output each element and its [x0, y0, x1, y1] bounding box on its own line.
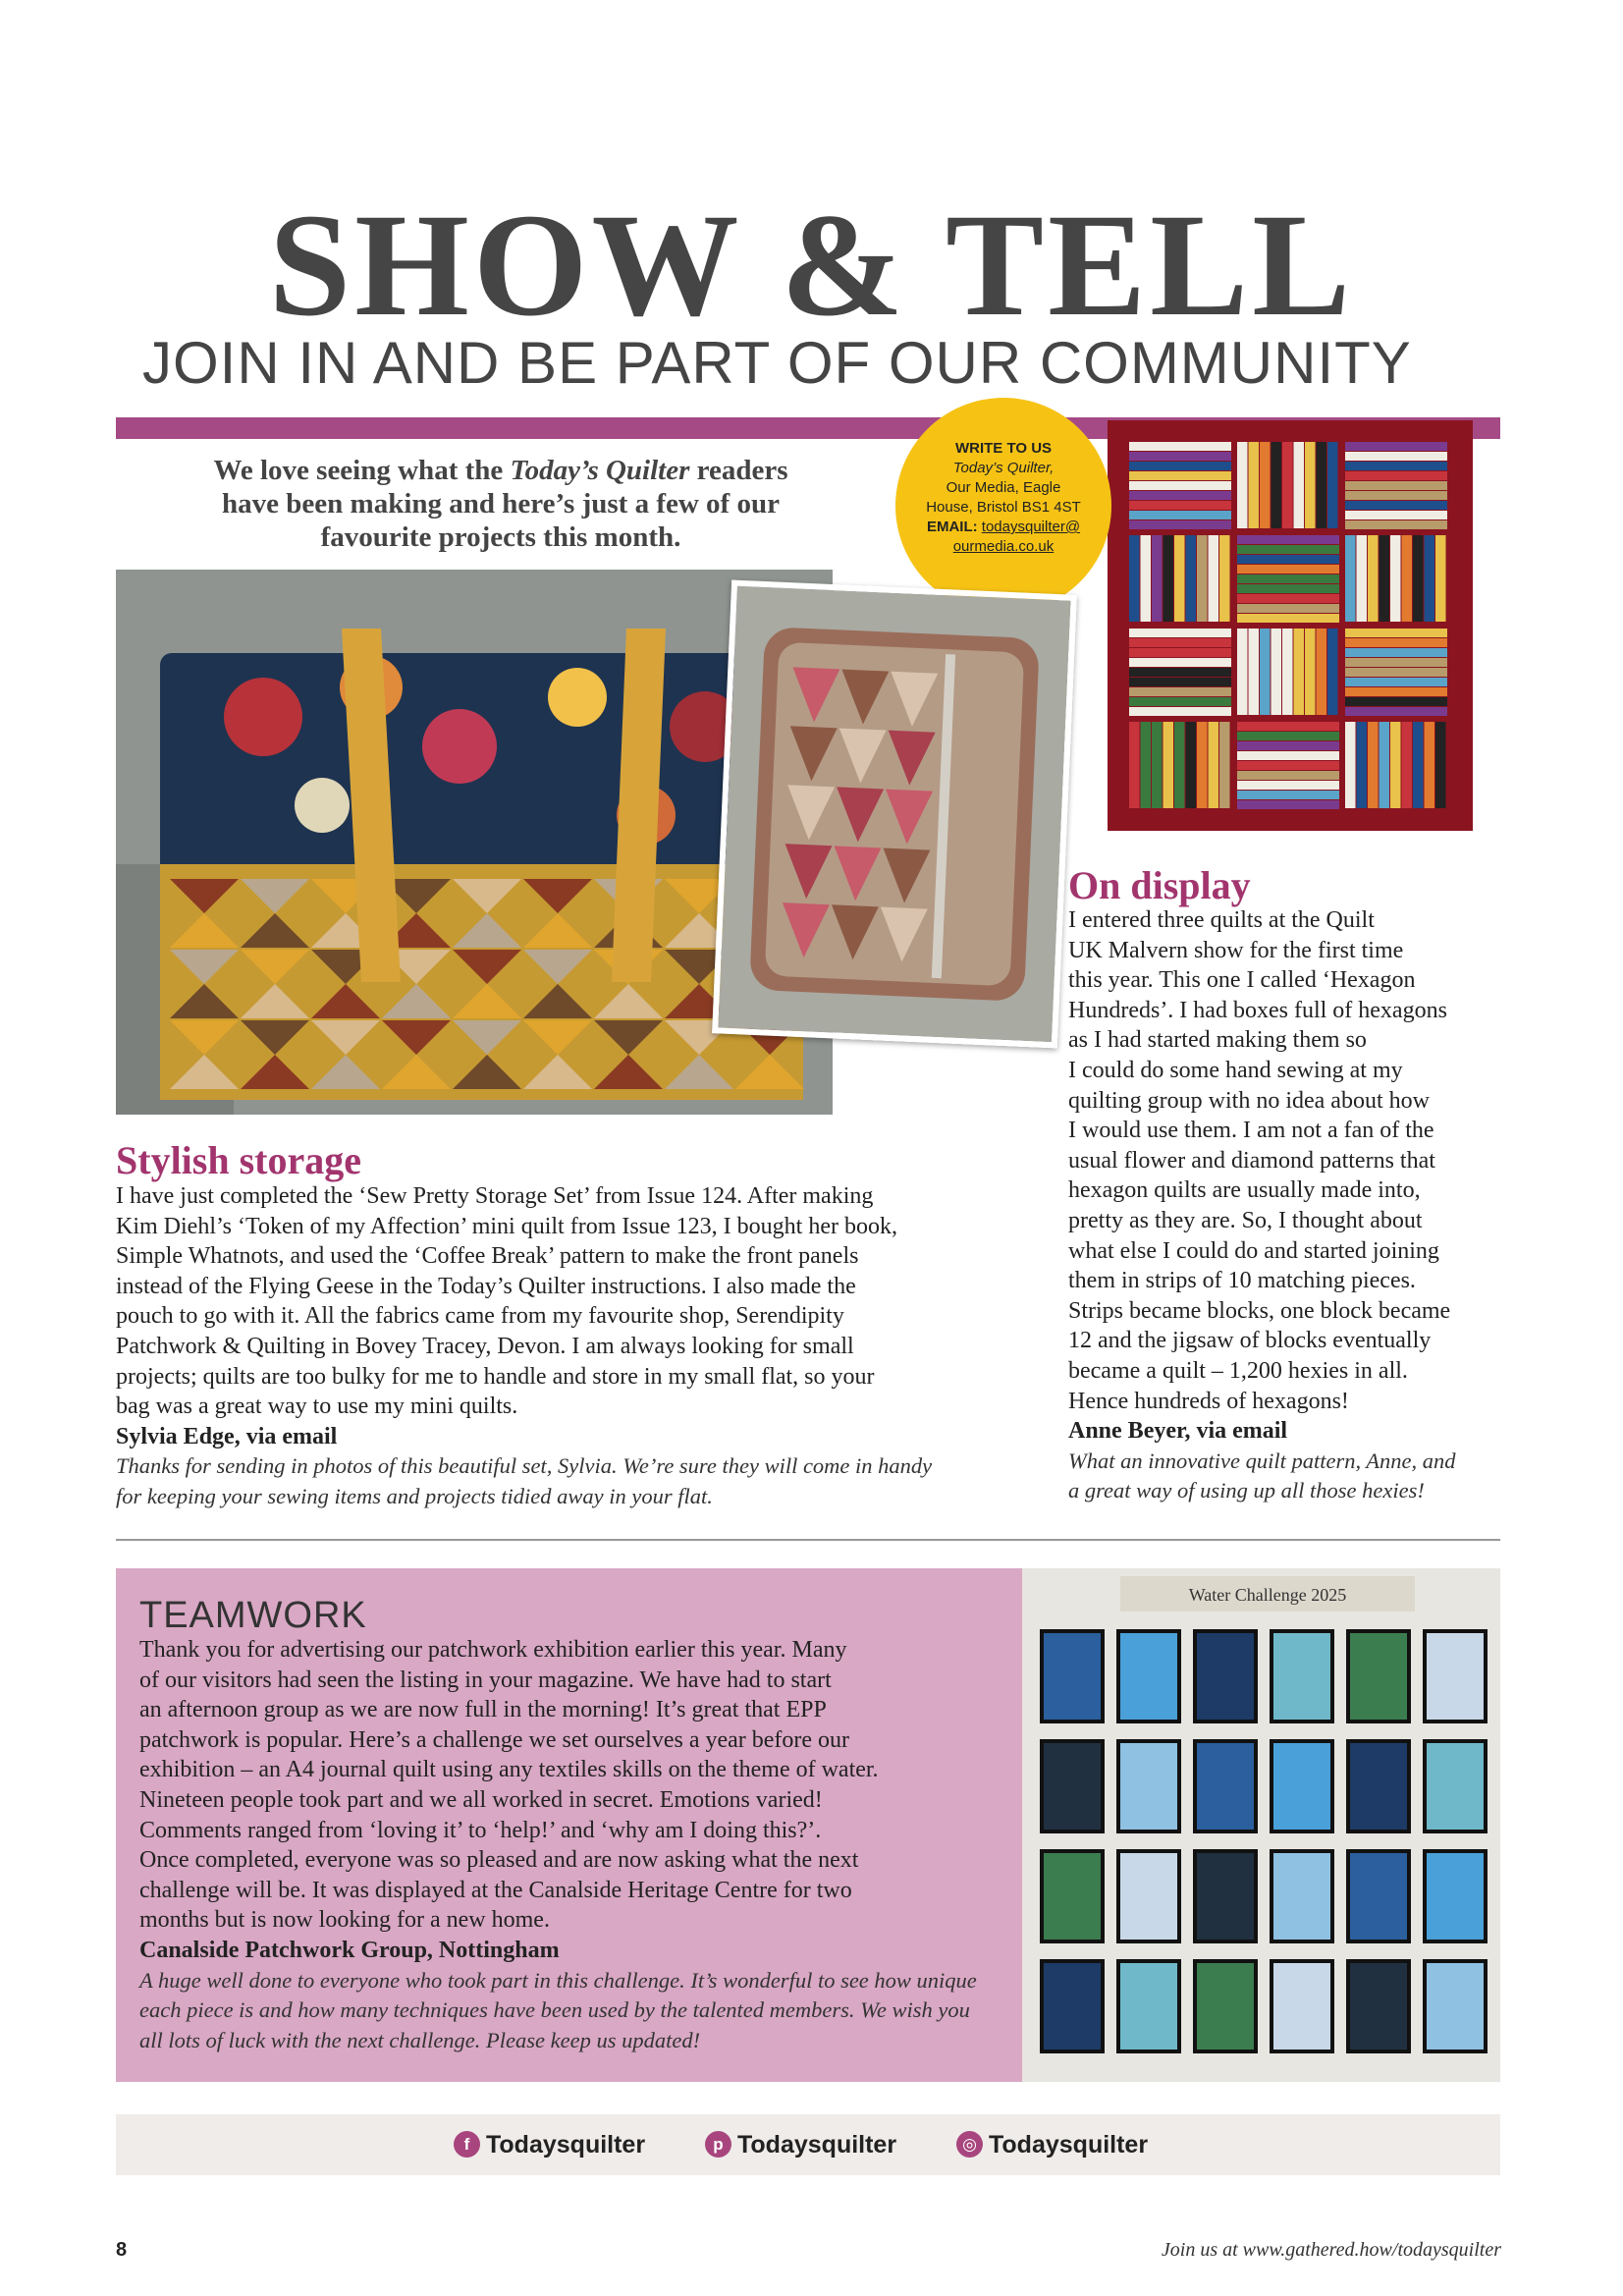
hexagon-quilt-photo [1108, 420, 1473, 831]
quilt-strip [1345, 501, 1447, 510]
quilt-strip [1327, 442, 1338, 528]
quilt-strip [1209, 722, 1219, 808]
journal-quilt [1273, 1633, 1330, 1720]
quilt-strip [1413, 722, 1424, 808]
quilt-strip [1345, 462, 1447, 470]
quilt-strip [1237, 584, 1339, 593]
quilt-strip [1174, 535, 1185, 622]
quilt-strip [1435, 535, 1446, 622]
journal-quilt [1273, 1963, 1330, 2050]
quilt-strip [1317, 442, 1327, 528]
page-subtitle: JOIN IN AND BE PART OF OUR COMMUNITY [142, 330, 1412, 396]
journal-quilt [1273, 1743, 1330, 1830]
on-display-signature: Anne Beyer, via email [1068, 1418, 1288, 1445]
quilt-strip [1237, 751, 1339, 760]
journal-quilt [1120, 1633, 1177, 1720]
quilt-strip [1345, 638, 1447, 647]
instagram-icon: ◎ [956, 2131, 983, 2158]
quilt-strip [1237, 781, 1339, 790]
quilt-strip [1129, 668, 1231, 677]
quilt-strip [1186, 722, 1197, 808]
quilt-strip [1345, 629, 1447, 637]
facebook-icon: f [454, 2131, 480, 2158]
quilt-strip [1380, 535, 1390, 622]
quilt-strip [1368, 535, 1379, 622]
journal-quilt [1427, 1963, 1484, 2050]
journal-quilt [1350, 1963, 1407, 2050]
page-title: SHOW & TELL [268, 184, 1355, 347]
quilt-strip [1425, 535, 1435, 622]
quilt-strip [1197, 722, 1208, 808]
quilt-strip [1237, 604, 1339, 613]
quilt-strip [1260, 629, 1271, 715]
quilt-strip [1305, 629, 1316, 715]
quilt-strip [1345, 697, 1447, 706]
journal-quilt [1197, 1853, 1254, 1940]
quilt-strip [1129, 462, 1231, 470]
quilt-strip [1271, 629, 1282, 715]
quilt-strip [1237, 594, 1339, 603]
quilt-strip [1186, 535, 1197, 622]
quilt-strip [1129, 697, 1231, 706]
journal-quilt [1197, 1633, 1254, 1720]
on-display-heading: On display [1068, 863, 1251, 907]
pinterest-icon: p [705, 2131, 731, 2158]
quilt-strip [1345, 658, 1447, 667]
quilt-strip [1152, 535, 1163, 622]
on-display-body: I entered three quilts at the Quilt UK Malvern show for the first time this year. This one I called ‘Hexagon Hundreds’. I had boxes full of hexagons as I had started making them so I could do some hand sewing at my quilting group with no idea about how I would use them. I am not a fan of the usual flower and diamond patterns that hexagon quilts are usually made into, pretty as they are. So, I thought about what else I could do and started joining them in strips of 10 matching pieces. Strips became blocks, one block became 12 and the jigsaw of blocks eventually became a quilt – 1,200 hexies in all. Hence hundreds of hexagons! Anne Beyer, via email What an innovative quilt pattern, Anne, and a great way of using up all those hexies! [1068, 905, 1505, 1506]
quilt-strip [1345, 520, 1447, 529]
journal-quilt [1044, 1963, 1101, 2050]
quilt-strip [1129, 648, 1231, 657]
quilt-strip [1129, 535, 1140, 622]
quilt-strip [1345, 678, 1447, 686]
quilt-strip [1425, 722, 1435, 808]
journal-quilt [1044, 1633, 1101, 1720]
stylish-storage-body: I have just completed the ‘Sew Pretty Storage Set’ from Issue 124. After making Kim Diehl’s ‘Token of my Affection’ mini quilt from Issue 123, I bought her book, Simple Whatnots, and used the ‘Coffee Break’ pattern to make the front panels instead of the Flying Geese in the Today’s Quilter instructions. I also made the pouch to go with it. All the fabrics came from my favourite shop, Serendipity Patchwork & Quilting in Bovey Tracey, Devon. I am always looking for small projects; quilts are too bulky for me to handle and store in my small flat, so your bag was a great way to use my mini quilts. Sylvia Edge, via email Thanks for sending in photos of this beautiful set, Sylvia. We’re sure they will come in handy for keeping your sewing items and projects tidied away in your flat. [116, 1181, 1000, 1512]
journal-quilt [1120, 1963, 1177, 2050]
quilt-strip [1163, 535, 1174, 622]
water-challenge-banner: Water Challenge 2025 [1188, 1585, 1347, 1605]
teamwork-body: Thank you for advertising our patchwork exhibition earlier this year. Many of our visitors had seen the listing in your magazine. We have had to start an afternoon group as we are now full in the morning! It’s great that EPP patchwork is popular. Here’s a challenge we set ourselves a year before our exhibition – an A4 journal quilt using any textiles skills on the theme of water. Nineteen people took part and we all worked in secret. Emotions varied! Comments ranged from ‘loving it’ to ‘help!’ and ‘why am I doing this?’. Once completed, everyone was so pleased and are now asking what the next challenge will be. It was displayed at the Canalside Heritage Centre for two months but is now looking for a new home. Canalside Patchwork Group, Nottingham A huge well done to everyone who took part in this challenge. It’s wonderful to see how unique each piece is and how many techniques have been used by the talented members. We wish you all lots of luck with the next challenge. Please keep us updated! [139, 1635, 1013, 2055]
quilt-strip [1402, 722, 1413, 808]
quilt-strip [1129, 707, 1231, 716]
quilt-strip [1163, 722, 1174, 808]
quilt-strip [1294, 442, 1305, 528]
quilt-strip [1305, 442, 1316, 528]
pouch-photo [712, 580, 1077, 1049]
write-to-us-badge: WRITE TO US Today’s Quilter, Our Media, Eagle House, Bristol BS1 4ST EMAIL: todaysquilter@ ourmedia.co.uk [895, 398, 1111, 614]
journal-quilt [1427, 1743, 1484, 1830]
quilt-strip [1345, 442, 1447, 451]
stylish-storage-signature: Sylvia Edge, via email [116, 1423, 338, 1449]
quilt-strip [1129, 629, 1231, 637]
quilt-strip [1209, 535, 1219, 622]
teamwork-heading: TEAMWORK [139, 1595, 367, 1636]
quilt-strip [1129, 501, 1231, 510]
email-link-cont[interactable]: ourmedia.co.uk [952, 538, 1055, 555]
quilt-strip [1237, 732, 1339, 740]
quilt-strip [1129, 678, 1231, 686]
quilt-strip [1345, 481, 1447, 490]
quilt-strip [1141, 535, 1152, 622]
quilt-strip [1237, 565, 1339, 574]
quilt-strip [1237, 574, 1339, 583]
stylish-storage-heading: Stylish storage [116, 1138, 361, 1182]
quilt-strip [1129, 687, 1231, 696]
journal-quilt [1427, 1853, 1484, 1940]
quilt-strip [1129, 722, 1140, 808]
quilt-strip [1282, 629, 1293, 715]
quilt-strip [1402, 535, 1413, 622]
quilt-strip [1357, 722, 1368, 808]
quilt-strip [1237, 761, 1339, 770]
facebook-link[interactable]: f Todaysquilter [454, 2129, 645, 2160]
quilt-strip [1271, 442, 1282, 528]
quilt-strip [1390, 535, 1401, 622]
quilt-strip [1345, 535, 1356, 622]
footer-url: Join us at www.gathered.how/todaysquilter [1161, 2239, 1501, 2261]
journal-quilt [1044, 1743, 1101, 1830]
quilt-strip [1345, 648, 1447, 657]
journal-quilt [1350, 1853, 1407, 1940]
quilt-strip [1129, 511, 1231, 519]
quilt-strip [1141, 722, 1152, 808]
quilt-strip [1129, 520, 1231, 529]
quilt-strip [1237, 791, 1339, 799]
journal-quilt [1120, 1853, 1177, 1940]
quilt-strip [1345, 687, 1447, 696]
quilt-strip [1197, 535, 1208, 622]
journal-quilt [1120, 1743, 1177, 1830]
quilt-strip [1317, 629, 1327, 715]
quilt-strip [1237, 722, 1339, 731]
quilt-strip [1435, 722, 1446, 808]
quilt-strip [1129, 471, 1231, 480]
quilt-strip [1237, 800, 1339, 809]
quilt-strip [1413, 535, 1424, 622]
journal-quilt [1427, 1633, 1484, 1720]
journal-quilt [1197, 1743, 1254, 1830]
journal-quilt [1197, 1963, 1254, 2050]
journal-quilt [1350, 1743, 1407, 1830]
quilt-strip [1237, 545, 1339, 554]
quilt-strip [1129, 442, 1231, 451]
quilt-strip [1237, 741, 1339, 750]
intro-text: We love seeing what the Today’s Quilter readers have been making and here’s just a few of our favourite projects this month. [213, 455, 788, 553]
quilt-strip [1219, 535, 1230, 622]
instagram-link[interactable]: ◎ Todaysquilter [956, 2129, 1148, 2160]
quilt-strip [1249, 442, 1260, 528]
quilt-strip [1129, 658, 1231, 667]
quilt-strip [1249, 629, 1260, 715]
quilt-strip [1327, 629, 1338, 715]
quilt-strip [1345, 707, 1447, 716]
quilt-strip [1345, 668, 1447, 677]
journal-quilt [1350, 1633, 1407, 1720]
page-number: 8 [116, 2239, 128, 2261]
quilt-strip [1345, 491, 1447, 500]
quilt-strip [1129, 491, 1231, 500]
pinterest-link[interactable]: p Todaysquilter [705, 2129, 896, 2160]
water-challenge-photo [1022, 1568, 1500, 2082]
quilt-strip [1174, 722, 1185, 808]
quilt-strip [1152, 722, 1163, 808]
quilt-strip [1219, 722, 1230, 808]
quilt-strip [1345, 511, 1447, 519]
quilt-strip [1390, 722, 1401, 808]
journal-quilt [1273, 1853, 1330, 1940]
quilt-strip [1237, 614, 1339, 623]
quilt-strip [1368, 722, 1379, 808]
quilt-strip [1345, 722, 1356, 808]
teamwork-signature: Canalside Patchwork Group, Nottingham [139, 1937, 560, 1963]
journal-quilt [1044, 1853, 1101, 1940]
quilt-strip [1129, 452, 1231, 461]
teamwork-panel [116, 1568, 1022, 2082]
quilt-strip [1237, 629, 1248, 715]
quilt-strip [1237, 535, 1339, 544]
quilt-strip [1129, 638, 1231, 647]
section-divider [116, 1539, 1500, 1541]
quilt-strip [1237, 442, 1248, 528]
quilt-strip [1357, 535, 1368, 622]
quilt-strip [1380, 722, 1390, 808]
quilt-strip [1260, 442, 1271, 528]
quilt-strip [1345, 471, 1447, 480]
email-link[interactable]: todaysquilter@ [981, 519, 1081, 535]
quilt-strip [1345, 452, 1447, 461]
quilt-strip [1237, 555, 1339, 564]
quilt-strip [1294, 629, 1305, 715]
quilt-strip [1237, 771, 1339, 780]
quilt-strip [1282, 442, 1293, 528]
quilt-strip [1129, 481, 1231, 490]
